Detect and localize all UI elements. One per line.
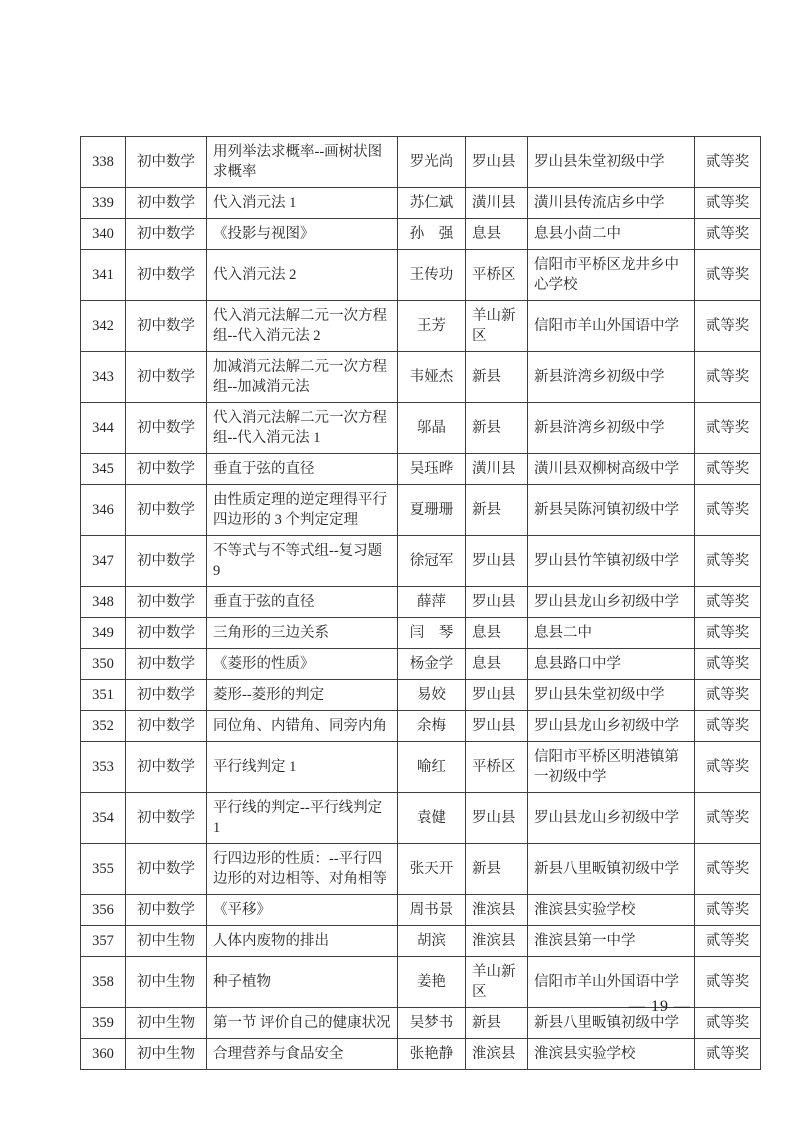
county-cell: 淮滨县 [466, 926, 528, 957]
serial-number-cell: 341 [81, 250, 126, 301]
teacher-name-cell: 张艳静 [398, 1039, 466, 1070]
school-cell: 罗山县竹竿镇初级中学 [528, 536, 695, 587]
award-table [80, 136, 761, 1070]
subject-cell: 初中生物 [126, 957, 207, 1008]
lesson-title-cell: 第一节 评价自己的健康状况 [207, 1008, 398, 1039]
county-cell: 新县 [466, 403, 528, 454]
award-level-cell: 贰等奖 [695, 485, 761, 536]
serial-number-cell: 344 [81, 403, 126, 454]
table-row [81, 219, 761, 250]
table-row [81, 250, 761, 301]
subject-cell: 初中生物 [126, 1008, 207, 1039]
award-level-cell: 贰等奖 [695, 587, 761, 618]
lesson-title-cell: 不等式与不等式组--复习题 9 [207, 536, 398, 587]
subject-cell: 初中数学 [126, 301, 207, 352]
award-level-cell: 贰等奖 [695, 618, 761, 649]
teacher-name-cell: 薛萍 [398, 587, 466, 618]
award-level-cell: 贰等奖 [695, 454, 761, 485]
table-row [81, 742, 761, 793]
serial-number-cell: 346 [81, 485, 126, 536]
school-cell: 罗山县龙山乡初级中学 [528, 711, 695, 742]
table-row [81, 926, 761, 957]
school-cell: 淮滨县实验学校 [528, 895, 695, 926]
serial-number-cell: 356 [81, 895, 126, 926]
school-cell: 潢川县传流店乡中学 [528, 188, 695, 219]
teacher-name-cell: 易姣 [398, 680, 466, 711]
county-cell: 新县 [466, 352, 528, 403]
award-level-cell: 贰等奖 [695, 352, 761, 403]
teacher-name-cell: 孙 强 [398, 219, 466, 250]
table-row [81, 536, 761, 587]
county-cell: 罗山县 [466, 587, 528, 618]
serial-number-cell: 339 [81, 188, 126, 219]
teacher-name-cell: 徐冠军 [398, 536, 466, 587]
serial-number-cell: 351 [81, 680, 126, 711]
table-row [81, 680, 761, 711]
school-cell: 新县八里畈镇初级中学 [528, 1008, 695, 1039]
subject-cell: 初中数学 [126, 536, 207, 587]
school-cell: 罗山县朱堂初级中学 [528, 137, 695, 188]
school-cell: 信阳市羊山外国语中学 [528, 301, 695, 352]
serial-number-cell: 354 [81, 793, 126, 844]
county-cell: 罗山县 [466, 793, 528, 844]
lesson-title-cell: 三角形的三边关系 [207, 618, 398, 649]
teacher-name-cell: 吴珏晔 [398, 454, 466, 485]
serial-number-cell: 359 [81, 1008, 126, 1039]
subject-cell: 初中数学 [126, 219, 207, 250]
award-level-cell: 贰等奖 [695, 250, 761, 301]
school-cell: 新县浒湾乡初级中学 [528, 352, 695, 403]
county-cell: 息县 [466, 219, 528, 250]
lesson-title-cell: 菱形--菱形的判定 [207, 680, 398, 711]
table-row [81, 454, 761, 485]
teacher-name-cell: 姜艳 [398, 957, 466, 1008]
lesson-title-cell: 垂直于弦的直径 [207, 454, 398, 485]
school-cell: 信阳市平桥区明港镇第一初级中学 [528, 742, 695, 793]
teacher-name-cell: 张天开 [398, 844, 466, 895]
teacher-name-cell: 杨金学 [398, 649, 466, 680]
lesson-title-cell: 加减消元法解二元一次方程组--加减消元法 [207, 352, 398, 403]
serial-number-cell: 360 [81, 1039, 126, 1070]
county-cell: 羊山新区 [466, 957, 528, 1008]
award-level-cell: 贰等奖 [695, 536, 761, 587]
table-row [81, 352, 761, 403]
table-row [81, 711, 761, 742]
teacher-name-cell: 周书景 [398, 895, 466, 926]
county-cell: 罗山县 [466, 711, 528, 742]
school-cell: 息县小茴二中 [528, 219, 695, 250]
county-cell: 潢川县 [466, 188, 528, 219]
county-cell: 新县 [466, 844, 528, 895]
teacher-name-cell: 喻红 [398, 742, 466, 793]
award-table-body [81, 137, 761, 1070]
table-row [81, 137, 761, 188]
subject-cell: 初中数学 [126, 188, 207, 219]
subject-cell: 初中数学 [126, 680, 207, 711]
serial-number-cell: 352 [81, 711, 126, 742]
table-row [81, 301, 761, 352]
county-cell: 罗山县 [466, 680, 528, 711]
serial-number-cell: 358 [81, 957, 126, 1008]
award-level-cell: 贰等奖 [695, 680, 761, 711]
county-cell: 罗山县 [466, 137, 528, 188]
serial-number-cell: 355 [81, 844, 126, 895]
lesson-title-cell: 代入消元法 1 [207, 188, 398, 219]
serial-number-cell: 347 [81, 536, 126, 587]
school-cell: 新县吴陈河镇初级中学 [528, 485, 695, 536]
award-level-cell: 贰等奖 [695, 844, 761, 895]
page-number: — 19 — [629, 998, 691, 1015]
county-cell: 潢川县 [466, 454, 528, 485]
school-cell: 罗山县龙山乡初级中学 [528, 793, 695, 844]
table-row [81, 1039, 761, 1070]
lesson-title-cell: 代入消元法 2 [207, 250, 398, 301]
school-cell: 淮滨县实验学校 [528, 1039, 695, 1070]
subject-cell: 初中数学 [126, 352, 207, 403]
subject-cell: 初中数学 [126, 711, 207, 742]
subject-cell: 初中数学 [126, 844, 207, 895]
lesson-title-cell: 《平移》 [207, 895, 398, 926]
serial-number-cell: 349 [81, 618, 126, 649]
award-level-cell: 贰等奖 [695, 1039, 761, 1070]
county-cell: 息县 [466, 649, 528, 680]
table-row [81, 403, 761, 454]
school-cell: 新县浒湾乡初级中学 [528, 403, 695, 454]
lesson-title-cell: 《菱形的性质》 [207, 649, 398, 680]
county-cell: 羊山新区 [466, 301, 528, 352]
subject-cell: 初中数学 [126, 250, 207, 301]
table-row [81, 618, 761, 649]
teacher-name-cell: 韦娅杰 [398, 352, 466, 403]
award-level-cell: 贰等奖 [695, 711, 761, 742]
table-row [81, 587, 761, 618]
subject-cell: 初中生物 [126, 1039, 207, 1070]
award-level-cell: 贰等奖 [695, 926, 761, 957]
serial-number-cell: 343 [81, 352, 126, 403]
lesson-title-cell: 《投影与视图》 [207, 219, 398, 250]
serial-number-cell: 348 [81, 587, 126, 618]
subject-cell: 初中数学 [126, 137, 207, 188]
subject-cell: 初中数学 [126, 793, 207, 844]
table-row [81, 895, 761, 926]
school-cell: 信阳市平桥区龙井乡中心学校 [528, 250, 695, 301]
serial-number-cell: 338 [81, 137, 126, 188]
teacher-name-cell: 苏仁斌 [398, 188, 466, 219]
lesson-title-cell: 用列举法求概率--画树状图求概率 [207, 137, 398, 188]
award-level-cell: 贰等奖 [695, 649, 761, 680]
school-cell: 罗山县朱堂初级中学 [528, 680, 695, 711]
award-level-cell: 贰等奖 [695, 188, 761, 219]
teacher-name-cell: 王芳 [398, 301, 466, 352]
lesson-title-cell: 平行线判定 1 [207, 742, 398, 793]
lesson-title-cell: 人体内废物的排出 [207, 926, 398, 957]
county-cell: 平桥区 [466, 742, 528, 793]
teacher-name-cell: 胡滨 [398, 926, 466, 957]
lesson-title-cell: 由性质定理的逆定理得平行四边形的 3 个判定定理 [207, 485, 398, 536]
teacher-name-cell: 夏珊珊 [398, 485, 466, 536]
table-row [81, 188, 761, 219]
county-cell: 淮滨县 [466, 1039, 528, 1070]
lesson-title-cell: 代入消元法解二元一次方程组--代入消元法 1 [207, 403, 398, 454]
award-level-cell: 贰等奖 [695, 1008, 761, 1039]
subject-cell: 初中数学 [126, 618, 207, 649]
award-level-cell: 贰等奖 [695, 137, 761, 188]
award-level-cell: 贰等奖 [695, 742, 761, 793]
county-cell: 罗山县 [466, 536, 528, 587]
subject-cell: 初中数学 [126, 454, 207, 485]
county-cell: 平桥区 [466, 250, 528, 301]
subject-cell: 初中数学 [126, 649, 207, 680]
school-cell: 潢川县双柳树高级中学 [528, 454, 695, 485]
lesson-title-cell: 平行线的判定--平行线判定 1 [207, 793, 398, 844]
subject-cell: 初中生物 [126, 926, 207, 957]
subject-cell: 初中数学 [126, 403, 207, 454]
school-cell: 淮滨县第一中学 [528, 926, 695, 957]
serial-number-cell: 357 [81, 926, 126, 957]
award-level-cell: 贰等奖 [695, 895, 761, 926]
award-level-cell: 贰等奖 [695, 957, 761, 1008]
school-cell: 信阳市羊山外国语中学 [528, 957, 695, 1008]
teacher-name-cell: 袁健 [398, 793, 466, 844]
lesson-title-cell: 种子植物 [207, 957, 398, 1008]
award-level-cell: 贰等奖 [695, 403, 761, 454]
teacher-name-cell: 闫 琴 [398, 618, 466, 649]
table-row [81, 793, 761, 844]
school-cell: 新县八里畈镇初级中学 [528, 844, 695, 895]
lesson-title-cell: 垂直于弦的直径 [207, 587, 398, 618]
serial-number-cell: 350 [81, 649, 126, 680]
school-cell: 息县路口中学 [528, 649, 695, 680]
teacher-name-cell: 罗光尚 [398, 137, 466, 188]
award-level-cell: 贰等奖 [695, 219, 761, 250]
serial-number-cell: 340 [81, 219, 126, 250]
school-cell: 息县二中 [528, 618, 695, 649]
serial-number-cell: 345 [81, 454, 126, 485]
serial-number-cell: 342 [81, 301, 126, 352]
subject-cell: 初中数学 [126, 742, 207, 793]
table-row [81, 485, 761, 536]
award-level-cell: 贰等奖 [695, 301, 761, 352]
lesson-title-cell: 行四边形的性质：--平行四边形的对边相等、对角相等 [207, 844, 398, 895]
award-level-cell: 贰等奖 [695, 793, 761, 844]
table-row [81, 844, 761, 895]
lesson-title-cell: 同位角、内错角、同旁内角 [207, 711, 398, 742]
lesson-title-cell: 代入消元法解二元一次方程组--代入消元法 2 [207, 301, 398, 352]
table-row [81, 649, 761, 680]
county-cell: 新县 [466, 485, 528, 536]
teacher-name-cell: 王传功 [398, 250, 466, 301]
subject-cell: 初中数学 [126, 587, 207, 618]
teacher-name-cell: 邬晶 [398, 403, 466, 454]
subject-cell: 初中数学 [126, 895, 207, 926]
county-cell: 淮滨县 [466, 895, 528, 926]
lesson-title-cell: 合理营养与食品安全 [207, 1039, 398, 1070]
teacher-name-cell: 吴梦书 [398, 1008, 466, 1039]
subject-cell: 初中数学 [126, 485, 207, 536]
county-cell: 新县 [466, 1008, 528, 1039]
teacher-name-cell: 余梅 [398, 711, 466, 742]
school-cell: 罗山县龙山乡初级中学 [528, 587, 695, 618]
serial-number-cell: 353 [81, 742, 126, 793]
county-cell: 息县 [466, 618, 528, 649]
